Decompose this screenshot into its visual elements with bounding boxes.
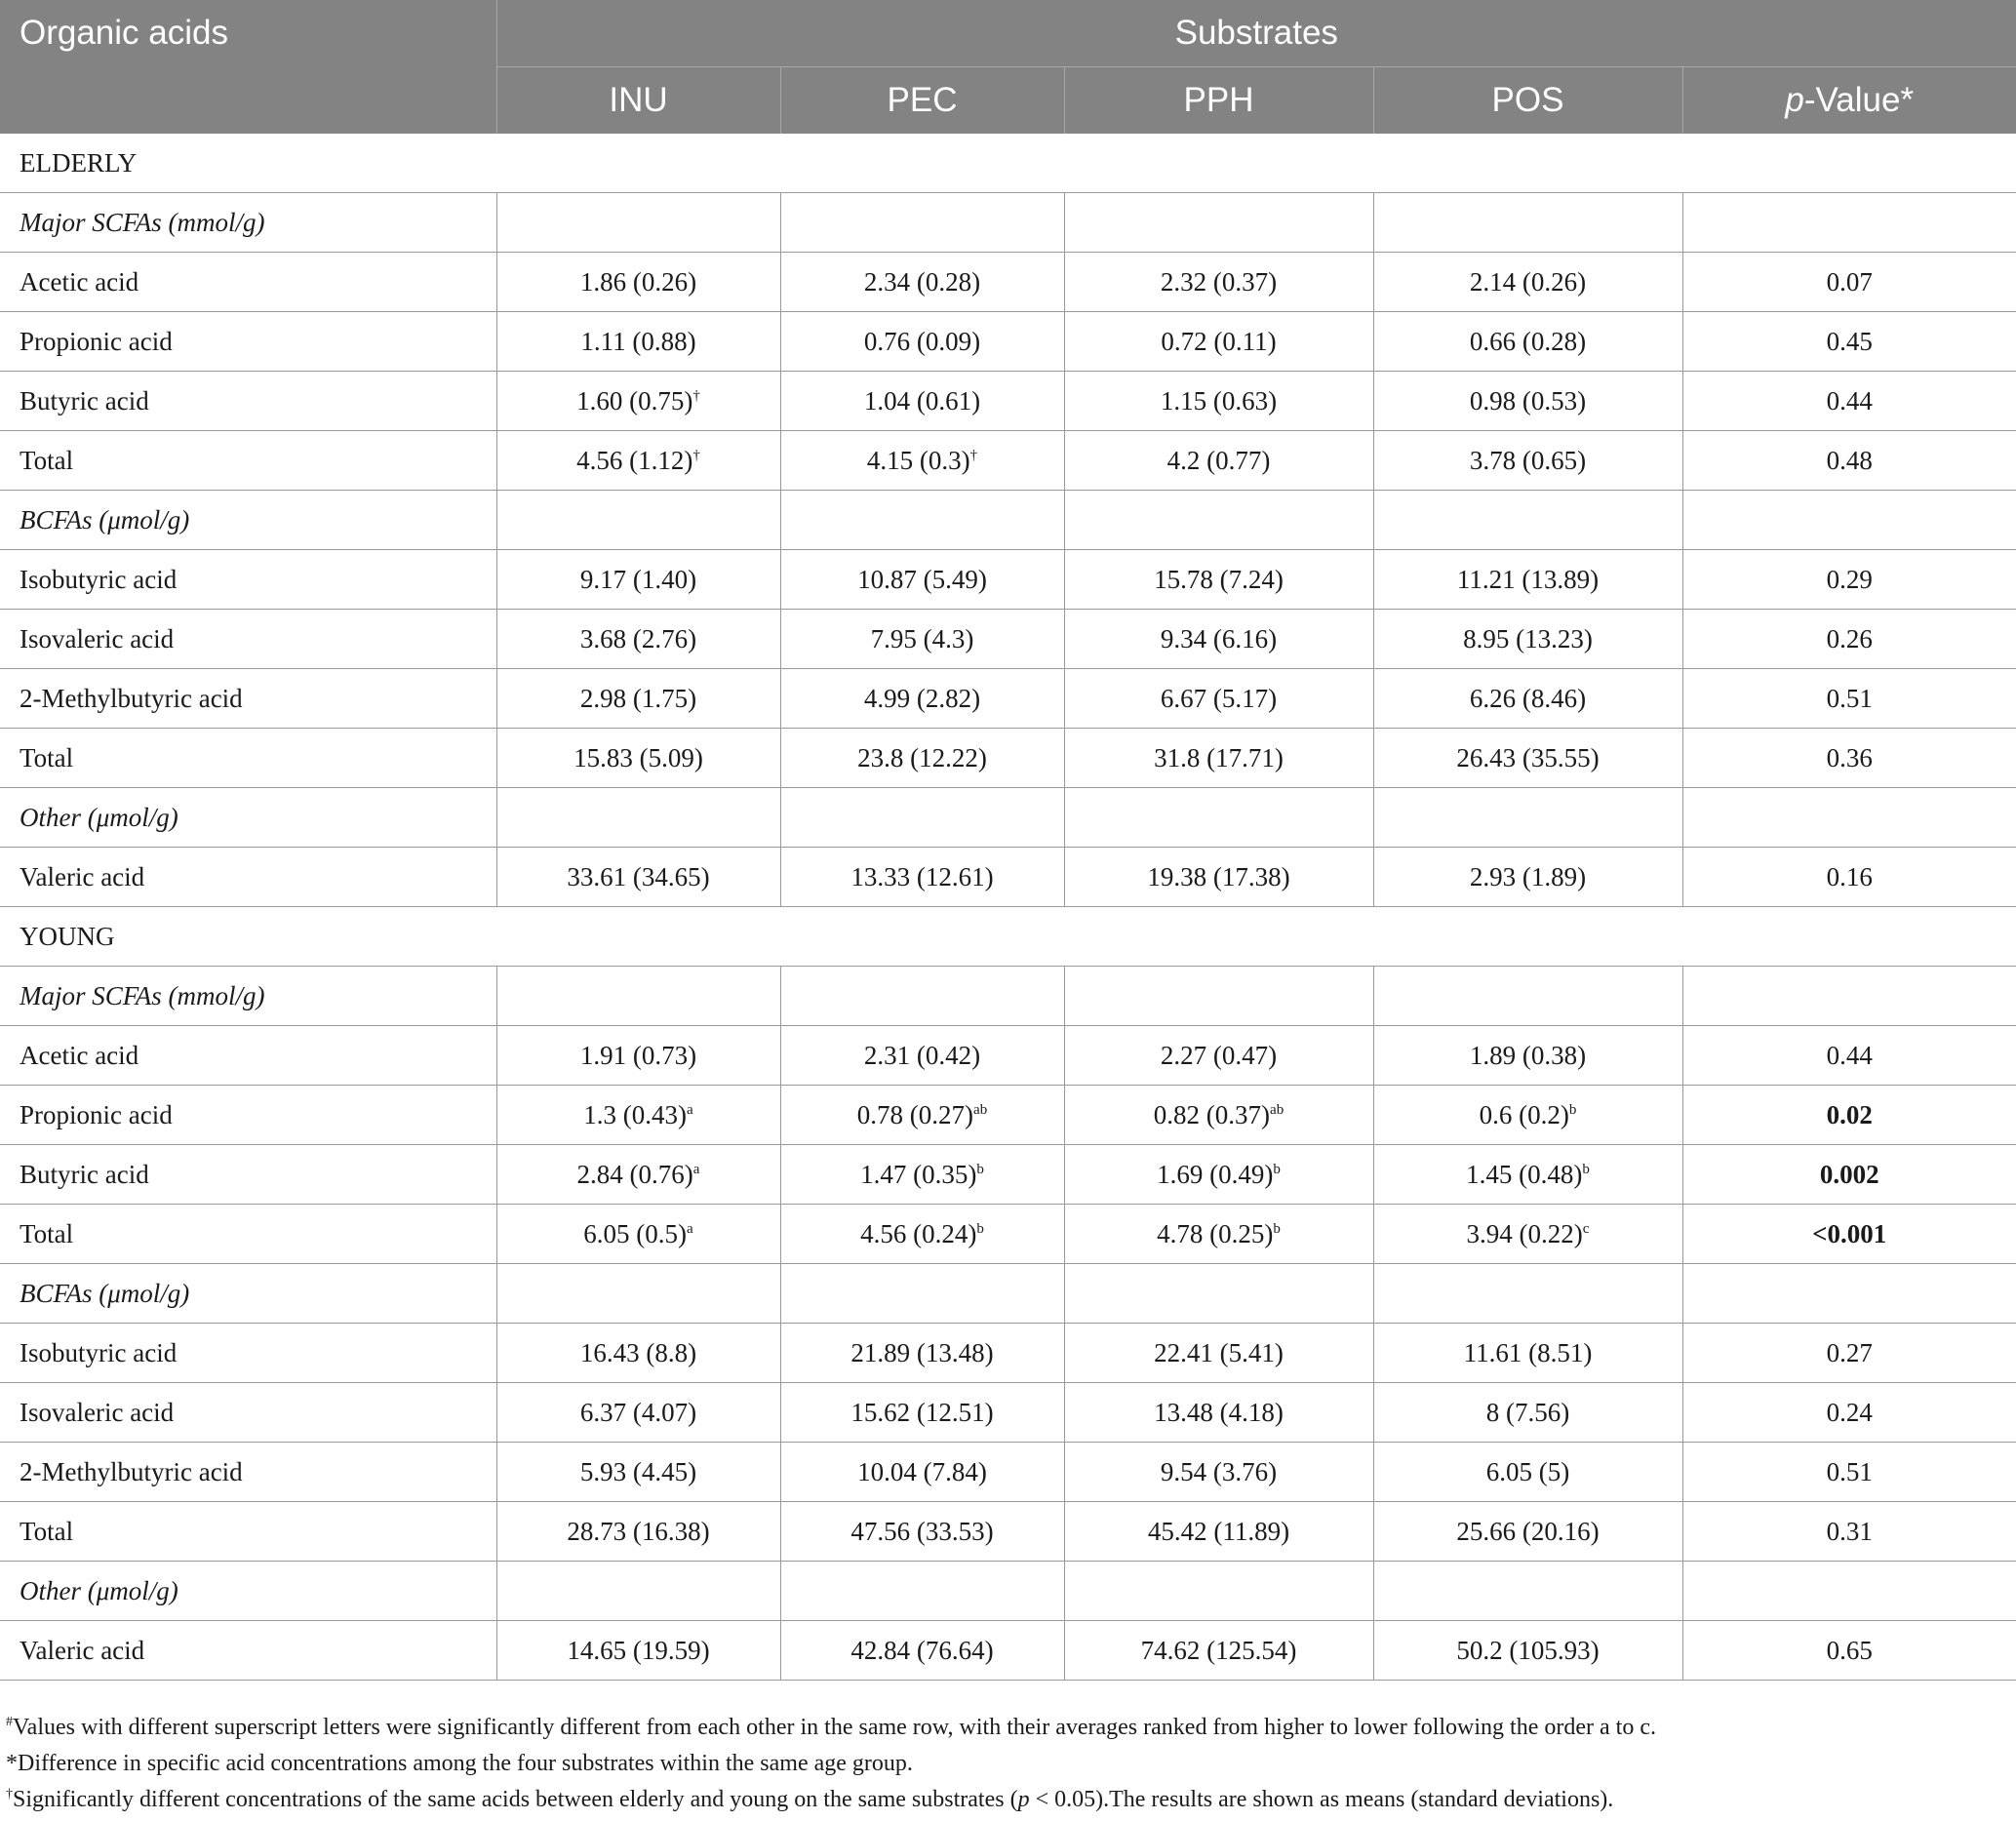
value-cell xyxy=(1064,1026,1373,1086)
subsection-row xyxy=(0,788,2016,848)
group-title: ELDERLY xyxy=(0,134,2016,193)
pvalue-cell: <0.001 xyxy=(1682,1205,2016,1264)
value-cell xyxy=(496,1026,780,1086)
cell-superscript: † xyxy=(969,447,978,463)
cell-value: 0.78 (0.27) xyxy=(856,1099,974,1129)
value-cell xyxy=(780,1443,1064,1502)
value-cell xyxy=(1373,550,1682,610)
value-cell xyxy=(1064,1205,1373,1264)
pvalue-cell: 0.51 xyxy=(1682,1443,2016,1502)
cell-superscript: b xyxy=(976,1220,984,1237)
pvalue-cell: 0.44 xyxy=(1682,372,2016,431)
table-row xyxy=(0,253,2016,312)
table-row xyxy=(0,372,2016,431)
value-cell xyxy=(1373,729,1682,788)
value-cell xyxy=(780,610,1064,669)
cell-value: 4.2 (0.77) xyxy=(1166,445,1271,475)
footnote-1-mark: # xyxy=(6,1715,13,1729)
cell-value: 1.04 (0.61) xyxy=(863,385,981,416)
pvalue-cell: 0.16 xyxy=(1682,848,2016,907)
subsection-row xyxy=(0,193,2016,253)
empty-cell xyxy=(1064,967,1373,1026)
empty-cell xyxy=(780,1264,1064,1324)
cell-superscript: † xyxy=(692,447,700,463)
empty-cell xyxy=(1682,1264,2016,1324)
row-label: Acetic acid xyxy=(0,253,496,312)
cell-value: 0.98 (0.53) xyxy=(1469,385,1587,416)
table-row xyxy=(0,848,2016,907)
value-cell xyxy=(1064,1324,1373,1383)
cell-value: 1.3 (0.43) xyxy=(583,1099,688,1129)
row-label: Acetic acid xyxy=(0,1026,496,1086)
value-cell xyxy=(1064,1443,1373,1502)
value-cell xyxy=(780,1383,1064,1443)
table-row xyxy=(0,1324,2016,1383)
cell-value: 3.78 (0.65) xyxy=(1469,445,1587,475)
row-label: Total xyxy=(0,431,496,491)
value-cell xyxy=(496,1205,780,1264)
subsection-title: Other (μmol/g) xyxy=(0,788,496,848)
cell-value: 1.60 (0.75) xyxy=(576,385,693,416)
cell-value: 9.17 (1.40) xyxy=(579,564,697,594)
subsection-row xyxy=(0,1264,2016,1324)
value-cell xyxy=(1373,253,1682,312)
cell-value: 0.82 (0.37) xyxy=(1153,1099,1271,1129)
pvalue-p-italic: p xyxy=(1785,81,1804,119)
empty-cell xyxy=(1064,788,1373,848)
cell-value: 11.21 (13.89) xyxy=(1456,564,1600,594)
cell-value: 6.05 (5) xyxy=(1485,1456,1570,1486)
cell-value: 4.56 (1.12) xyxy=(576,445,693,475)
cell-value: 15.62 (12.51) xyxy=(850,1397,994,1427)
cell-superscript: a xyxy=(692,1161,700,1177)
value-cell xyxy=(496,372,780,431)
footnote-1 xyxy=(6,1710,1656,1746)
empty-cell xyxy=(496,967,780,1026)
value-cell xyxy=(496,729,780,788)
header-substrates: Substrates xyxy=(496,0,2016,67)
cell-value: 28.73 (16.38) xyxy=(567,1516,710,1546)
cell-value: 33.61 (34.65) xyxy=(567,861,710,891)
cell-value: 15.78 (7.24) xyxy=(1154,564,1284,594)
empty-cell xyxy=(780,967,1064,1026)
cell-value: 2.32 (0.37) xyxy=(1160,266,1278,297)
subsection-title: Other (μmol/g) xyxy=(0,1562,496,1621)
value-cell xyxy=(1373,1621,1682,1681)
cell-value: 45.42 (11.89) xyxy=(1147,1516,1290,1546)
table-row xyxy=(0,1621,2016,1681)
value-cell xyxy=(1373,1205,1682,1264)
cell-value: 1.47 (0.35) xyxy=(860,1159,977,1189)
row-label: Butyric acid xyxy=(0,1145,496,1205)
empty-cell xyxy=(1373,193,1682,253)
pvalue-cell: 0.27 xyxy=(1682,1324,2016,1383)
pvalue-label: -Value* xyxy=(1803,81,1915,119)
empty-cell xyxy=(1064,1264,1373,1324)
table-row xyxy=(0,1205,2016,1264)
row-label: 2-Methylbutyric acid xyxy=(0,669,496,729)
row-label: Total xyxy=(0,1502,496,1562)
value-cell xyxy=(1064,1086,1373,1145)
empty-cell xyxy=(780,491,1064,550)
cell-value: 9.54 (3.76) xyxy=(1160,1456,1278,1486)
cell-value: 2.27 (0.47) xyxy=(1160,1040,1278,1070)
empty-cell xyxy=(1064,1562,1373,1621)
value-cell xyxy=(496,1086,780,1145)
empty-cell xyxy=(496,1562,780,1621)
header-col-pos: POS xyxy=(1373,67,1682,135)
row-label: 2-Methylbutyric acid xyxy=(0,1443,496,1502)
cell-value: 8.95 (13.23) xyxy=(1463,623,1593,653)
value-cell xyxy=(496,253,780,312)
cell-superscript: b xyxy=(1273,1161,1281,1177)
row-label: Propionic acid xyxy=(0,1086,496,1145)
footnote-2-text: *Difference in specific acid concentrations among the four substrates within the same age group. xyxy=(6,1751,913,1776)
empty-cell xyxy=(1064,193,1373,253)
value-cell xyxy=(780,372,1064,431)
cell-superscript: ab xyxy=(973,1101,988,1118)
value-cell xyxy=(1064,372,1373,431)
value-cell xyxy=(780,1086,1064,1145)
subsection-title: BCFAs (μmol/g) xyxy=(0,1264,496,1324)
value-cell xyxy=(1373,1443,1682,1502)
value-cell xyxy=(496,848,780,907)
row-label: Isovaleric acid xyxy=(0,1383,496,1443)
value-cell xyxy=(780,431,1064,491)
cell-value: 5.93 (4.45) xyxy=(579,1456,697,1486)
value-cell xyxy=(496,1502,780,1562)
cell-value: 7.95 (4.3) xyxy=(870,623,974,653)
table-row xyxy=(0,1383,2016,1443)
row-label: Total xyxy=(0,729,496,788)
value-cell xyxy=(1373,1145,1682,1205)
subsection-title: BCFAs (μmol/g) xyxy=(0,491,496,550)
header-row-group xyxy=(0,0,2016,67)
value-cell xyxy=(496,1324,780,1383)
value-cell xyxy=(1373,1086,1682,1145)
pvalue-cell: 0.26 xyxy=(1682,610,2016,669)
footnote-2 xyxy=(6,1746,1656,1782)
empty-cell xyxy=(780,1562,1064,1621)
cell-value: 31.8 (17.71) xyxy=(1154,742,1284,772)
cell-value: 16.43 (8.8) xyxy=(579,1337,697,1367)
header-col-pph: PPH xyxy=(1064,67,1373,135)
value-cell xyxy=(1064,431,1373,491)
empty-cell xyxy=(1064,491,1373,550)
cell-value: 13.48 (4.18) xyxy=(1154,1397,1284,1427)
row-label: Isobutyric acid xyxy=(0,1324,496,1383)
value-cell xyxy=(1373,372,1682,431)
value-cell xyxy=(496,669,780,729)
header-organic-acids: Organic acids xyxy=(0,0,496,134)
value-cell xyxy=(496,610,780,669)
cell-value: 1.86 (0.26) xyxy=(579,266,697,297)
cell-value: 26.43 (35.55) xyxy=(1456,742,1600,772)
cell-value: 0.72 (0.11) xyxy=(1161,326,1277,356)
cell-value: 0.6 (0.2) xyxy=(1479,1099,1569,1129)
cell-superscript: b xyxy=(1582,1161,1590,1177)
footnote-3 xyxy=(6,1782,1656,1818)
value-cell xyxy=(1064,550,1373,610)
pvalue-cell: 0.002 xyxy=(1682,1145,2016,1205)
empty-cell xyxy=(496,193,780,253)
cell-value: 1.69 (0.49) xyxy=(1157,1159,1274,1189)
empty-cell xyxy=(496,491,780,550)
value-cell xyxy=(1064,1502,1373,1562)
pvalue-cell: 0.48 xyxy=(1682,431,2016,491)
cell-value: 6.37 (4.07) xyxy=(579,1397,697,1427)
empty-cell xyxy=(1373,491,1682,550)
empty-cell xyxy=(1682,1562,2016,1621)
row-label: Isobutyric acid xyxy=(0,550,496,610)
cell-value: 2.98 (1.75) xyxy=(579,683,697,713)
cell-value: 2.84 (0.76) xyxy=(576,1159,693,1189)
header-col-pec: PEC xyxy=(780,67,1064,135)
subsection-title: Major SCFAs (mmol/g) xyxy=(0,193,496,253)
value-cell xyxy=(1064,610,1373,669)
row-label: Total xyxy=(0,1205,496,1264)
cell-value: 47.56 (33.53) xyxy=(850,1516,994,1546)
value-cell xyxy=(496,550,780,610)
empty-cell xyxy=(1682,193,2016,253)
value-cell xyxy=(780,312,1064,372)
value-cell xyxy=(1373,431,1682,491)
empty-cell xyxy=(780,193,1064,253)
cell-value: 22.41 (5.41) xyxy=(1154,1337,1284,1367)
cell-value: 2.14 (0.26) xyxy=(1469,266,1587,297)
value-cell xyxy=(780,1324,1064,1383)
cell-value: 1.15 (0.63) xyxy=(1160,385,1278,416)
subsection-title: Major SCFAs (mmol/g) xyxy=(0,967,496,1026)
value-cell xyxy=(496,1443,780,1502)
table-row xyxy=(0,1443,2016,1502)
cell-value: 8 (7.56) xyxy=(1485,1397,1570,1427)
cell-value: 10.04 (7.84) xyxy=(857,1456,987,1486)
value-cell xyxy=(780,550,1064,610)
empty-cell xyxy=(1373,1562,1682,1621)
pvalue-cell: 0.36 xyxy=(1682,729,2016,788)
cell-superscript: a xyxy=(687,1220,693,1237)
empty-cell xyxy=(780,788,1064,848)
empty-cell xyxy=(1682,491,2016,550)
cell-value: 21.89 (13.48) xyxy=(850,1337,994,1367)
row-label: Butyric acid xyxy=(0,372,496,431)
footnotes xyxy=(6,1710,1656,1818)
table-row xyxy=(0,1145,2016,1205)
value-cell xyxy=(780,1026,1064,1086)
cell-value: 9.34 (6.16) xyxy=(1160,623,1278,653)
table-row xyxy=(0,1026,2016,1086)
cell-value: 6.26 (8.46) xyxy=(1469,683,1587,713)
group-title: YOUNG xyxy=(0,907,2016,967)
cell-superscript: b xyxy=(1568,1101,1577,1118)
value-cell xyxy=(780,848,1064,907)
subsection-row xyxy=(0,1562,2016,1621)
cell-value: 4.99 (2.82) xyxy=(863,683,981,713)
value-cell xyxy=(1064,253,1373,312)
cell-superscript: b xyxy=(1273,1220,1281,1237)
empty-cell xyxy=(1373,1264,1682,1324)
cell-value: 10.87 (5.49) xyxy=(857,564,987,594)
value-cell xyxy=(1373,1383,1682,1443)
empty-cell xyxy=(496,1264,780,1324)
value-cell xyxy=(780,1205,1064,1264)
group-row xyxy=(0,907,2016,967)
empty-cell xyxy=(1682,967,2016,1026)
cell-value: 4.56 (0.24) xyxy=(860,1218,977,1248)
value-cell xyxy=(1064,1621,1373,1681)
value-cell xyxy=(1373,1502,1682,1562)
pvalue-cell: 0.51 xyxy=(1682,669,2016,729)
value-cell xyxy=(1373,1324,1682,1383)
empty-cell xyxy=(1682,788,2016,848)
value-cell xyxy=(1373,610,1682,669)
pvalue-cell: 0.02 xyxy=(1682,1086,2016,1145)
value-cell xyxy=(496,1145,780,1205)
footnote-3-p: p xyxy=(1017,1787,1030,1812)
cell-value: 3.94 (0.22) xyxy=(1466,1218,1583,1248)
cell-value: 13.33 (12.61) xyxy=(850,861,994,891)
empty-cell xyxy=(1373,967,1682,1026)
cell-superscript: b xyxy=(976,1161,984,1177)
pvalue-cell: 0.07 xyxy=(1682,253,2016,312)
table-row xyxy=(0,431,2016,491)
cell-value: 25.66 (20.16) xyxy=(1456,1516,1600,1546)
value-cell xyxy=(1064,729,1373,788)
cell-value: 19.38 (17.38) xyxy=(1147,861,1290,891)
value-cell xyxy=(496,312,780,372)
cell-value: 2.34 (0.28) xyxy=(863,266,981,297)
value-cell xyxy=(780,1145,1064,1205)
row-label: Propionic acid xyxy=(0,312,496,372)
footnote-3-text-b: < 0.05).The results are shown as means (standard deviations). xyxy=(1029,1787,1614,1812)
cell-value: 2.31 (0.42) xyxy=(863,1040,981,1070)
value-cell xyxy=(496,1383,780,1443)
pvalue-cell: 0.31 xyxy=(1682,1502,2016,1562)
group-row xyxy=(0,134,2016,193)
value-cell xyxy=(1064,669,1373,729)
value-cell xyxy=(1064,1383,1373,1443)
cell-value: 23.8 (12.22) xyxy=(857,742,987,772)
cell-superscript: ab xyxy=(1270,1101,1285,1118)
value-cell xyxy=(1064,848,1373,907)
subsection-row xyxy=(0,967,2016,1026)
pvalue-cell: 0.65 xyxy=(1682,1621,2016,1681)
cell-value: 6.05 (0.5) xyxy=(583,1218,688,1248)
cell-superscript: a xyxy=(687,1101,693,1118)
cell-value: 74.62 (125.54) xyxy=(1140,1635,1297,1665)
table-body xyxy=(0,134,2016,1681)
cell-value: 1.89 (0.38) xyxy=(1469,1040,1587,1070)
empty-cell xyxy=(496,788,780,848)
pvalue-cell: 0.45 xyxy=(1682,312,2016,372)
header-col-pvalue xyxy=(1682,67,2016,135)
cell-value: 1.45 (0.48) xyxy=(1466,1159,1583,1189)
table-row xyxy=(0,1502,2016,1562)
pvalue-cell: 0.29 xyxy=(1682,550,2016,610)
table-row xyxy=(0,550,2016,610)
cell-value: 4.15 (0.3) xyxy=(866,445,970,475)
table-row xyxy=(0,610,2016,669)
row-label: Valeric acid xyxy=(0,1621,496,1681)
cell-value: 42.84 (76.64) xyxy=(850,1635,994,1665)
row-label: Isovaleric acid xyxy=(0,610,496,669)
value-cell xyxy=(780,253,1064,312)
footnote-3-mark: † xyxy=(6,1787,13,1801)
table-row xyxy=(0,729,2016,788)
cell-value: 15.83 (5.09) xyxy=(573,742,703,772)
header-col-inu: INU xyxy=(496,67,780,135)
cell-value: 4.78 (0.25) xyxy=(1157,1218,1274,1248)
cell-value: 11.61 (8.51) xyxy=(1463,1337,1593,1367)
footnote-1-text: Values with different superscript letters were significantly different from each other in the same row, with their averages ranked from higher to lower following the order a to c. xyxy=(13,1715,1656,1740)
table-row xyxy=(0,312,2016,372)
value-cell xyxy=(1373,848,1682,907)
cell-value: 1.11 (0.88) xyxy=(580,326,696,356)
footnote-3-text-a: Significantly different concentrations of the same acids between elderly and young on the same substrates ( xyxy=(13,1787,1018,1812)
table-row xyxy=(0,1086,2016,1145)
cell-superscript: † xyxy=(692,387,700,404)
value-cell xyxy=(780,729,1064,788)
subsection-row xyxy=(0,491,2016,550)
value-cell xyxy=(1373,312,1682,372)
cell-value: 3.68 (2.76) xyxy=(579,623,697,653)
cell-value: 0.66 (0.28) xyxy=(1469,326,1587,356)
cell-value: 14.65 (19.59) xyxy=(567,1635,710,1665)
value-cell xyxy=(1373,1026,1682,1086)
cell-value: 0.76 (0.09) xyxy=(863,326,981,356)
value-cell xyxy=(1064,1145,1373,1205)
row-label: Valeric acid xyxy=(0,848,496,907)
cell-value: 6.67 (5.17) xyxy=(1160,683,1278,713)
cell-value: 2.93 (1.89) xyxy=(1469,861,1587,891)
empty-cell xyxy=(1373,788,1682,848)
value-cell xyxy=(780,1621,1064,1681)
value-cell xyxy=(780,1502,1064,1562)
pvalue-cell: 0.44 xyxy=(1682,1026,2016,1086)
cell-value: 50.2 (105.93) xyxy=(1456,1635,1600,1665)
value-cell xyxy=(1064,312,1373,372)
value-cell xyxy=(496,431,780,491)
cell-superscript: c xyxy=(1582,1220,1590,1237)
table-row xyxy=(0,669,2016,729)
value-cell xyxy=(1373,669,1682,729)
value-cell xyxy=(496,1621,780,1681)
cell-value: 1.91 (0.73) xyxy=(579,1040,697,1070)
value-cell xyxy=(780,669,1064,729)
pvalue-cell: 0.24 xyxy=(1682,1383,2016,1443)
